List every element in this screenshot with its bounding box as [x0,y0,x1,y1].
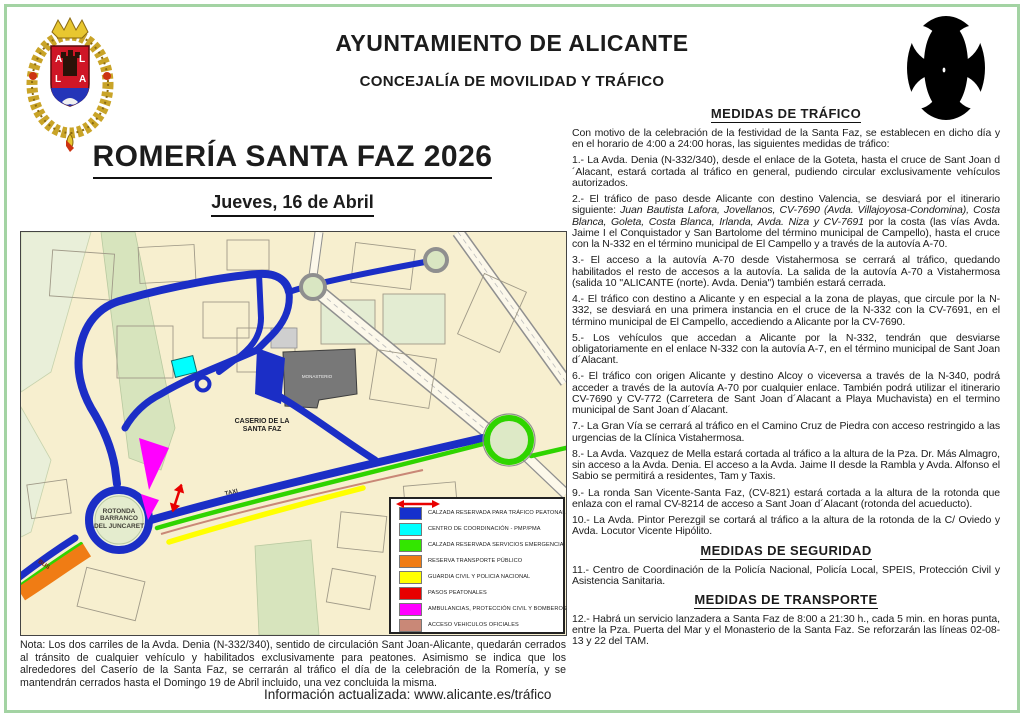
traffic-item-2: 2.- El tráfico de paso desde Alicante con destino Valencia, se desviará por el itinerario siguiente: Juan Bautista Lafora, Jovellanos, CV-7690 (Avda. Villajoyosa-Condomina), Costa Blanca, Goleta, Costa Blanca, Irlanda, Avda. Niza y CV-7691 por la costa (las vías Avda. Jaime I el Conquistador y San Bartolome del término municipal de Campello), hasta el cruce con la N-332 en el término municipal de El Campello y a través de la autovía A-70. [572,193,1000,251]
traffic-item-8: 8.- La Avda. Vazquez de Mella estará cortada al tráfico a la altura de la Pza. Dr. Más Almagro, sin acceso a la Avda. Denia. El acceso a la Avda. Jaime II desde la Rambla y Avda. Alfonso el Sabio se permitirá a residentes, Tam y Taxis. [572,447,1000,483]
traffic-item-9: 9.- La ronda San Vicente-Santa Faz, (CV-821) estará cortada a la altura de la rotonda que enlaza con el ramal CV-8214 de acceso a Sant Joan d´Alacant (rotonda del acueducto). [572,486,1000,510]
legend-swatch-ambulancias [399,603,422,616]
rotonda-juncaret-label: ROTONDA BARRANCO DEL JUNCARET [93,508,145,530]
legend-row: CALZADA RESERVADA PARA TRÁFICO PEATONAL [399,505,563,521]
legend-row: GUARDIA CIVIL Y POLICIA NACIONAL [399,569,563,585]
legend-row: PASOS PEATONALES [399,585,563,601]
legend-row: RESERVA TRANSPORTE PÚBLICO [399,553,563,569]
svg-text:A: A [79,74,87,85]
caserio-label: CASERIO DE LA SANTA FAZ [234,418,290,434]
traffic-measures-heading: MEDIDAS DE TRÁFICO [710,106,862,121]
rotonda-noreste [425,249,447,271]
map-note: Nota: Los dos carriles de la Avda. Denia (N-332/340), sentido de circulación Sant Joan-Alicante, quedarán cerrados al tránsito de cualquier vehículo y habilitados exclusivamente para peatones. Asimismo se indica que los alrededores del Caserío de la Santa Faz, se cerrarán al tráfico el día de la celebración de la Romería, y se mantendrán cerrados hasta el Domingo 19 de Abril incluido, una vez concluida la misma. [20,639,566,689]
page-title: AYUNTAMIENTO DE ALICANTE [335,30,689,56]
legend-row: ACCESO VEHICULOS OFICIALES [399,617,563,633]
map-plaza-pedestrian [255,348,285,404]
svg-text:L: L [79,54,86,65]
legend-swatch-oficiales [399,619,422,632]
legend-row: AMBULANCIAS, PROTECCIÓN CIVIL Y BOMBEROS [399,601,563,617]
legend-swatch-coordinacion [399,523,422,536]
legend-swatch-pasos [399,587,422,600]
header [0,30,1024,90]
traffic-item-1: 1.- La Avda. Denia (N-332/340), desde el enlace de la Goteta, hasta el cruce de Sant Joan d´Alacant, estará cortada al tráfico en general, pudiendo circular exclusivamente vehículos autorizados. [572,154,1000,189]
traffic-item-4: 4.- El tráfico con destino a Alicante y en especial a la zona de playas, que circule por la N-332, se desviará en una primera instancia en el cruce de la N-332 con la CV-7691, en el término municipal de El Campello, accediendo a Alicante por la CV-7690. [572,293,1000,328]
bus-label: BUS [36,559,51,572]
map-mini-roundabout [197,378,210,391]
legend-row: CALZADA RESERVADA SERVICIOS EMERGENCIA [399,537,563,553]
traffic-item-3: 3.- El acceso a la autovía A-70 desde Vistahermosa se cerrará al tráfico, quedando habilitados el resto de accesos a la autovía. La salida de la autovía A-70 a Vistahermosa (salida 10 "ALICANTE (norte). Avda. Denia") también estará cerrada. [572,254,1000,289]
taxi-label: TAXI [224,488,239,498]
rotonda-norte [301,275,325,299]
svg-text:A: A [55,54,63,65]
traffic-intro: Con motivo de la celebración de la festividad de la Santa Faz, se establecen en dicho día y en el horario de 4:00 a 24:00 horas, las siguientes medidas de tráfico: [572,127,1000,151]
map-legend [389,497,565,634]
page-subtitle: CONCEJALÍA DE MOVILIDAD Y TRÁFICO [359,73,665,90]
traffic-map [20,231,567,636]
measures-column [572,104,1000,653]
pasos-peatonales-arrow-icon [396,499,440,509]
footer-info-link[interactable]: Información actualizada: www.alicante.es/tráfico [264,687,552,702]
poster-title: ROMERÍA SANTA FAZ 2026 [93,140,493,179]
legend-swatch-guardia [399,571,422,584]
monasterio-label: MONASTERIO [301,374,333,379]
svg-text:L: L [55,74,62,85]
traffic-item-6: 6.- El tráfico con origen Alicante y destino Alcoy o viceversa a través de la N-340, podrá acceder a través de la autovía A-70 por cualquier enlace. También podrá utilizar el itinerario CV-7690 y CV-772 (Carretera de Sant Joan d´Alacant a Playa Muchavista) en el termino municipal de Sant Joan d´Alacant. [572,370,1000,417]
poster-date-wrap [20,192,565,217]
rotonda-este [487,418,531,462]
traffic-item-7: 7.- La Gran Vía se cerrará al tráfico en el Camino Cruz de Piedra con acceso restringido a las urgencias de la Clínica Vistahermosa. [572,420,1000,444]
transport-measures-heading: MEDIDAS DE TRANSPORTE [694,591,878,607]
traffic-item-10: 10.- La Avda. Pintor Perezgil se cortará al tráfico a la altura de la rotonda de la C/ Oviedo y Avda. Locutor Vicente Hipólito. [572,514,1000,538]
traffic-item-5: 5.- Los vehículos que accedan a Alicante por la N-332, tendrán que desviarse obligatoriamente en el enlace N-332 con la autovía A-7, en el término municipal de Sant Joan d´Alacant. [572,331,1000,367]
legend-swatch-transporte [399,555,422,568]
poster-date: Jueves, 16 de Abril [211,192,373,217]
poster-title-wrap [20,140,565,179]
security-item-11: 11.- Centro de Coordinación de la Policía Nacional, Policía Local, SPEIS, Protección Civil y Asistencia Sanitaria. [572,563,1000,587]
transport-item-12: 12.- Habrá un servicio lanzadera a Santa Faz de 8:00 a 21:30 h., cada 5 min. en horas punta, entre la Pza. Puerta del Mar y el Monasterio de la Santa Faz. Se reforzarán las líneas 02-08-13 y 22 del TAM. [572,612,1000,648]
security-measures-heading: MEDIDAS DE SEGURIDAD [700,542,872,558]
legend-swatch-emergencia [399,539,422,552]
legend-row: CENTRO DE COORDINACIÓN - PMP/PMA [399,521,563,537]
